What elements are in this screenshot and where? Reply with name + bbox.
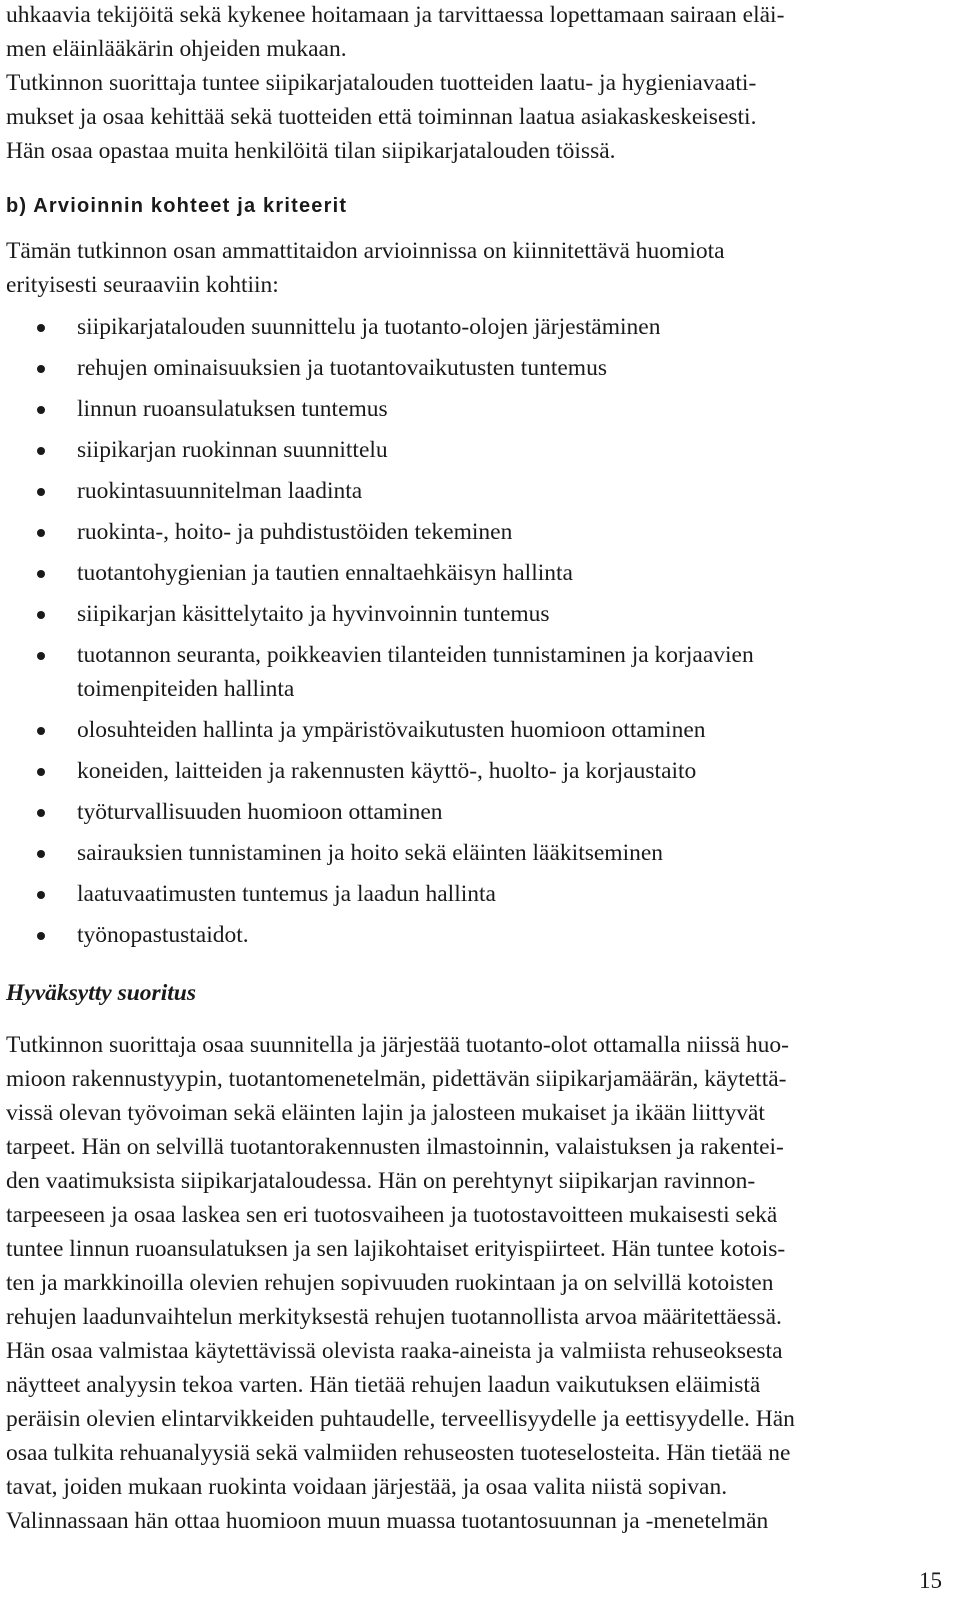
bullet-icon: [37, 406, 45, 414]
bullet-icon: [37, 365, 45, 373]
criteria-list: [6, 310, 911, 952]
list-item-text: ruokinta-, hoito- ja puhdistustöiden tekeminen: [77, 519, 513, 545]
list-item: [6, 351, 911, 385]
bullet-icon: [37, 652, 45, 660]
list-item: [6, 713, 911, 747]
text-line: tarpeet. Hän on selvillä tuotantorakennusten ilmastoinnin, valaistuksen ja rakentei-: [6, 1134, 784, 1160]
approved-performance-paragraph: [6, 1028, 911, 1538]
text-line: den vaatimuksista siipikarjataloudessa. Hän on perehtynyt siipikarjan ravinnon-: [6, 1168, 756, 1194]
list-item: [6, 918, 911, 952]
bullet-icon: [37, 570, 45, 578]
list-item-text: olosuhteiden hallinta ja ympäristövaikutusten huomioon ottaminen: [77, 717, 706, 743]
text-line: rehujen laadunvaihtelun merkityksestä rehujen tuotannollista arvoa määritettäessä.: [6, 1304, 782, 1330]
text-line: mioon rakennustyypin, tuotantomenetelmän, pidettävän siipikarjamäärän, käytettä-: [6, 1066, 787, 1092]
text-line: Tutkinnon suorittaja osaa suunnitella ja järjestää tuotanto-olot ottamalla niissä huo-: [6, 1032, 789, 1058]
list-item: [6, 556, 911, 590]
list-item: [6, 310, 911, 344]
text-line: tarpeeseen ja osaa laskea sen eri tuotosvaiheen ja tuotostavoitteen mukaisesti sekä: [6, 1202, 778, 1228]
list-item: [6, 433, 911, 467]
list-item: [6, 877, 911, 911]
text-line: osaa tulkita rehuanalyysiä sekä valmiiden rehuseosten tuoteselosteita. Hän tietää ne: [6, 1440, 791, 1466]
text-line: Hän osaa valmistaa käytettävissä olevista raaka-aineista ja valmiista rehuseoksesta: [6, 1338, 783, 1364]
bullet-icon: [37, 809, 45, 817]
bullet-icon: [37, 727, 45, 735]
bullet-icon: [37, 768, 45, 776]
intro-paragraph: [6, 0, 911, 168]
text-line: erityisesti seuraaviin kohtiin:: [6, 272, 279, 298]
bullet-icon: [37, 488, 45, 496]
text-line: Valinnassaan hän ottaa huomioon muun muassa tuotantosuunnan ja -menetelmän: [6, 1508, 769, 1534]
text-line: Hän osaa opastaa muita henkilöitä tilan siipikarjatalouden töissä.: [6, 138, 616, 164]
list-item-text: siipikarjan ruokinnan suunnittelu: [77, 437, 388, 463]
list-item: [6, 795, 911, 829]
text-line: Tutkinnon suorittaja tuntee siipikarjatalouden tuotteiden laatu- ja hygieniavaati-: [6, 70, 757, 96]
page-number: 15: [919, 1568, 942, 1593]
list-item: [6, 515, 911, 549]
list-item: [6, 638, 911, 706]
list-item: [6, 392, 911, 426]
list-item-text: siipikarjatalouden suunnittelu ja tuotanto-olojen järjestäminen: [77, 314, 661, 340]
list-item-text: sairauksien tunnistaminen ja hoito sekä eläinten lääkitseminen: [77, 840, 664, 866]
list-item-text: toimenpiteiden hallinta: [77, 676, 295, 702]
list-item: [6, 474, 911, 508]
bullet-icon: [37, 529, 45, 537]
list-item-text: ruokintasuunnitelman laadinta: [77, 478, 363, 504]
list-item-text: rehujen ominaisuuksien ja tuotantovaikutusten tuntemus: [77, 355, 607, 381]
section-heading: b) Arvioinnin kohteet ja kriteerit: [6, 195, 348, 217]
text-line: tavat, joiden mukaan ruokinta voidaan järjestää, ja osaa valita niistä sopivan.: [6, 1474, 728, 1500]
list-item: [6, 597, 911, 631]
text-line: näytteet analyysin tekoa varten. Hän tietää rehujen laadun vaikutuksen eläimistä: [6, 1372, 761, 1398]
text-line: vissä olevan työvoiman sekä eläinten lajin ja jalosteen mukaiset ja ikään liittyvät: [6, 1100, 765, 1126]
list-item-text: työnopastustaidot.: [77, 922, 249, 948]
list-item-text: laatuvaatimusten tuntemus ja laadun hallinta: [77, 881, 496, 907]
bullet-icon: [37, 850, 45, 858]
text-line: uhkaavia tekijöitä sekä kykenee hoitamaan ja tarvittaessa lopettamaan sairaan eläi-: [6, 2, 785, 28]
text-line: peräisin olevien elintarvikkeiden puhtaudelle, terveellisyydelle ja eettisyydelle. Hän: [6, 1406, 795, 1432]
subheading-approved-performance: Hyväksytty suoritus: [6, 980, 196, 1006]
bullet-icon: [37, 611, 45, 619]
text-line: ten ja markkinoilla olevien rehujen sopivuuden ruokintaan ja on selvillä kotoisten: [6, 1270, 774, 1296]
text-line: Tämän tutkinnon osan ammattitaidon arvioinnissa on kiinnitettävä huomiota: [6, 238, 725, 264]
list-item-text: tuotantohygienian ja tautien ennaltaehkäisyn hallinta: [77, 560, 573, 586]
bullet-icon: [37, 891, 45, 899]
text-line: tuntee linnun ruoansulatuksen ja sen lajikohtaiset erityispiirteet. Hän tuntee kotois-: [6, 1236, 786, 1262]
lead-paragraph: [6, 234, 911, 302]
list-item-text: koneiden, laitteiden ja rakennusten käyttö-, huolto- ja korjaustaito: [77, 758, 697, 784]
bullet-icon: [37, 324, 45, 332]
list-item: [6, 836, 911, 870]
list-item: [6, 754, 911, 788]
list-item-text: työturvallisuuden huomioon ottaminen: [77, 799, 443, 825]
list-item-text: linnun ruoansulatuksen tuntemus: [77, 396, 388, 422]
document-page: [6, 0, 911, 1538]
bullet-icon: [37, 447, 45, 455]
bullet-icon: [37, 932, 45, 940]
text-line: men eläinlääkärin ohjeiden mukaan.: [6, 36, 347, 62]
list-item-text: siipikarjan käsittelytaito ja hyvinvoinnin tuntemus: [77, 601, 550, 627]
text-line: mukset ja osaa kehittää sekä tuotteiden että toiminnan laatua asiakaskeskeisesti.: [6, 104, 757, 130]
list-item-text: tuotannon seuranta, poikkeavien tilanteiden tunnistaminen ja korjaavien: [77, 642, 754, 668]
